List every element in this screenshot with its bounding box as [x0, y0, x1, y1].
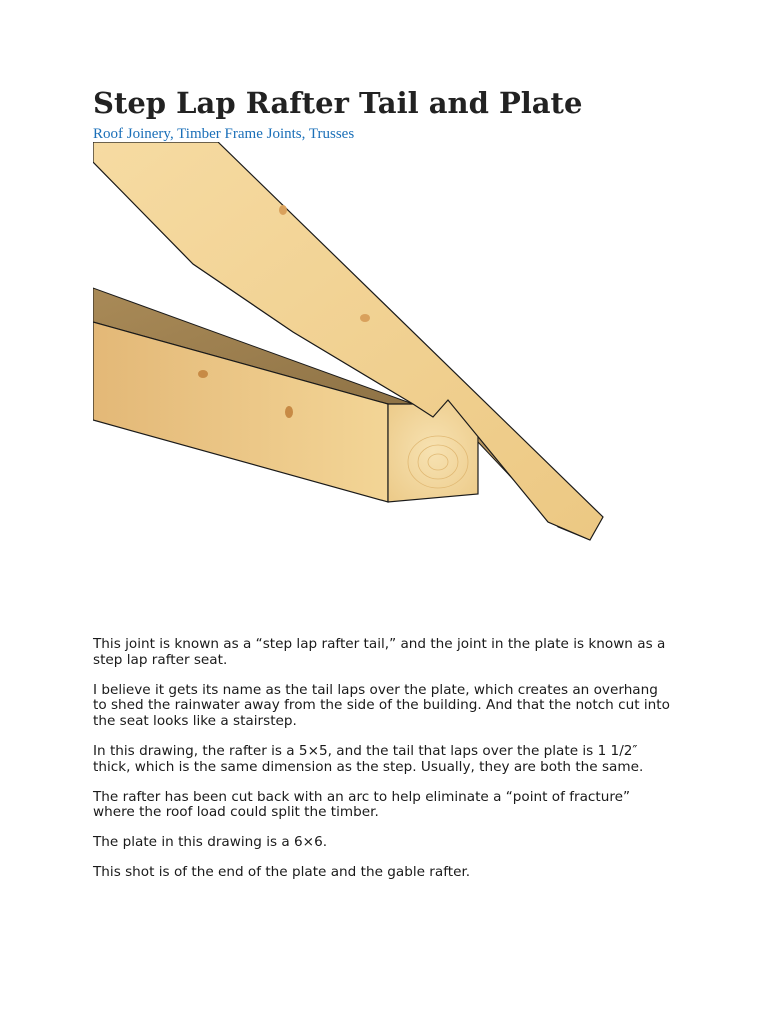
page-title: Step Lap Rafter Tail and Plate: [93, 86, 583, 120]
knot-icon: [198, 370, 208, 378]
rafter-plate-drawing: [93, 142, 613, 542]
paragraph: The rafter has been cut back with an arc to help eliminate a “point of fracture” where the roof load could split the timber.: [93, 788, 631, 821]
paragraph: In this drawing, the rafter is a 5×5, and the tail that laps over the plate is 1 1/2″ thick, which is the same dimension as the step. Usually, they are both the same.: [93, 742, 644, 775]
category-links: [93, 125, 354, 143]
knot-icon: [279, 205, 287, 215]
category-separator: ,: [169, 126, 178, 142]
knot-icon: [360, 314, 370, 322]
category-link-timber-frame-joints[interactable]: Timber Frame Joints: [177, 126, 302, 142]
paragraph: I believe it gets its name as the tail laps over the plate, which creates an overhang to shed the rainwater away from the side of the building. And that the notch cut into the seat looks like a stairstep.: [93, 681, 670, 730]
paragraph: This shot is of the end of the plate and the gable rafter.: [93, 863, 471, 880]
paragraph: This joint is known as a “step lap rafter tail,” and the joint in the plate is known as a step lap rafter seat.: [93, 636, 666, 668]
joint-illustration: [93, 142, 613, 542]
paragraph: The plate in this drawing is a 6×6.: [93, 834, 328, 851]
article-body: [93, 637, 673, 895]
knot-icon: [285, 406, 293, 418]
category-separator: ,: [301, 126, 309, 142]
category-link-trusses[interactable]: Trusses: [308, 126, 355, 142]
category-link-roof-joinery[interactable]: Roof Joinery: [93, 126, 170, 142]
